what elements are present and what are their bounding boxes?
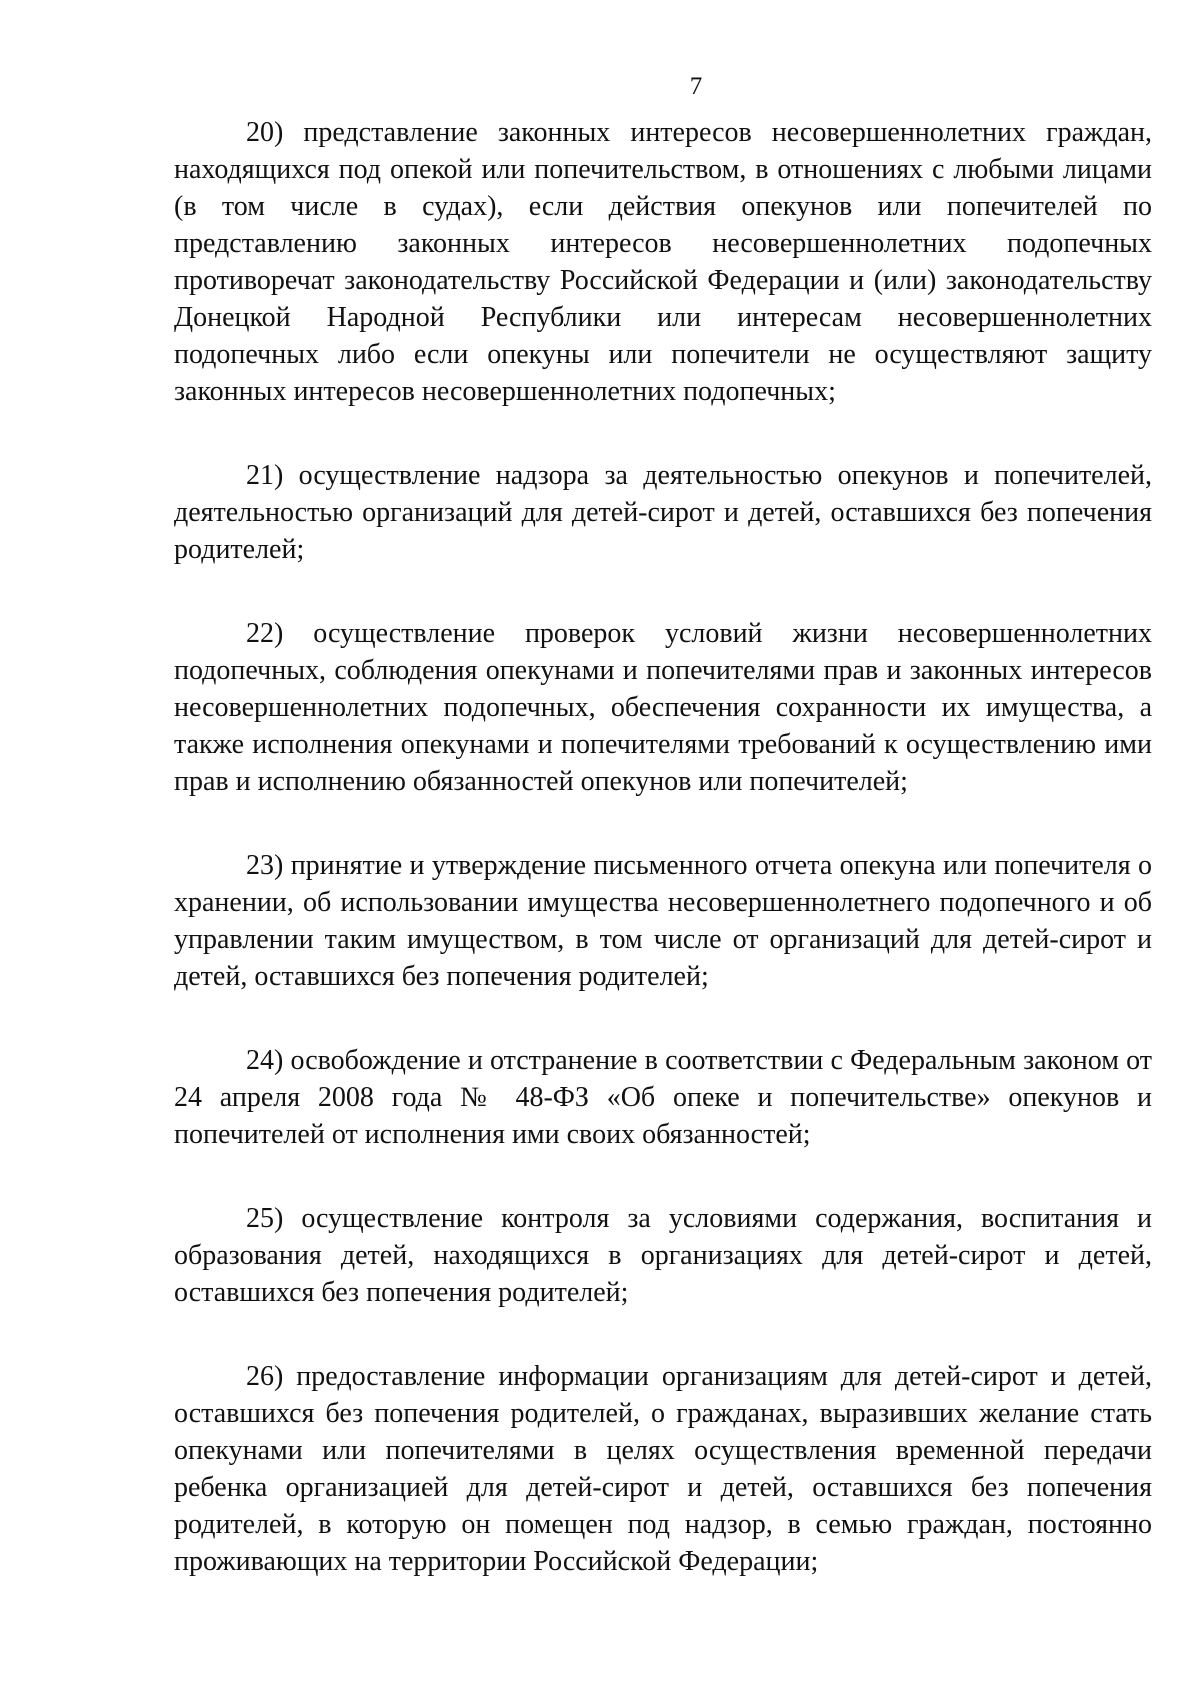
paragraph-21: 21) осуществление надзора за деятельностью опекунов и попечителей, деятельностью организаций для детей-сирот и детей, оставшихся без попечения родителей; (174, 460, 1152, 565)
page-number: 7 (689, 73, 703, 100)
paragraph-22: 22) осуществление проверок условий жизни несовершеннолетних подопечных, соблюдения опекунами и попечителями прав и законных интересов несовершеннолетних подопечных, обеспечения сохранности их имущества, а также исполнения опекунами и попечителями требований к осуществлению ими прав и исполнению обязанностей опекунов или попечителей; (174, 618, 1152, 797)
paragraph-26: 26) предоставление информации организациям для детей-сирот и детей, оставшихся без попечения родителей, о гражданах, выразивших желание стать опекунами или попечителями в целях осуществления временной передачи ребенка организацией для детей-сирот и детей, оставшихся без попечения родителей, в которую он помещен под надзор, в семью граждан, постоянно проживающих на территории Российской Федерации; (174, 1361, 1152, 1577)
paragraph-23: 23) принятие и утверждение письменного отчета опекуна или попечителя о хранении, об использовании имущества несовершеннолетнего подопечного и об управлении таким имуществом, в том числе от организаций для детей-сирот и детей, оставшихся без попечения родителей; (174, 850, 1152, 992)
paragraph-24: 24) освобождение и отстранение в соответствии с Федеральным законом от 24 апреля 2008 года № 48-ФЗ «Об опеке и попечительстве» опекунов и попечителей от исполнения ими своих обязанностей; (174, 1045, 1152, 1150)
paragraph-20: 20) представление законных интересов несовершеннолетних граждан, находящихся под опекой или попечительством, в отношениях с любыми лицами (в том числе в судах), если действия опекунов или попечителей по представлению законных интересов несовершеннолетних подопечных противоречат законодательству Российской Федерации и (или) законодательству Донецкой Народной Республики или интересам несовершеннолетних подопечных либо если опекуны или попечители не осуществляют защиту законных интересов несовершеннолетних подопечных; (174, 117, 1152, 407)
paragraph-25: 25) осуществление контроля за условиями содержания, воспитания и образования детей, находящихся в организациях для детей-сирот и детей, оставшихся без попечения родителей; (174, 1203, 1152, 1308)
document-body (174, 114, 1152, 1627)
